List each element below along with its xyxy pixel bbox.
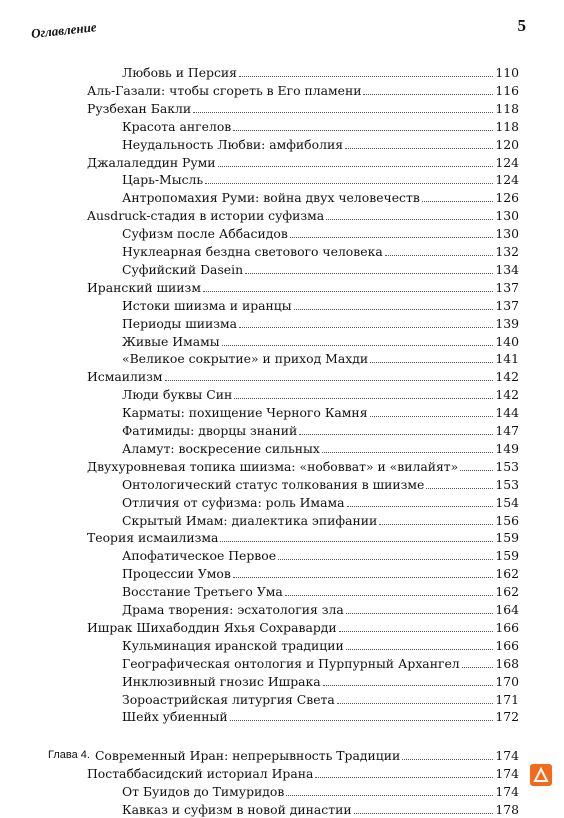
toc-entry-title: Аламут: воскресение сильных bbox=[122, 440, 320, 456]
dot-leader bbox=[205, 183, 493, 184]
toc-entry-title: Царь-Мысль bbox=[122, 172, 204, 188]
toc-entry[interactable] bbox=[122, 672, 519, 690]
toc-entry[interactable] bbox=[122, 242, 519, 260]
toc-entry-title: Скрытый Имам: диалектика эпифании bbox=[122, 512, 378, 528]
toc-entry[interactable] bbox=[87, 153, 519, 171]
toc-entry-page: 137 bbox=[495, 279, 519, 295]
toc-entry[interactable] bbox=[122, 349, 519, 367]
toc-entry-page: 164 bbox=[495, 602, 519, 617]
toc-entry-page: 156 bbox=[495, 512, 519, 528]
toc-entry[interactable] bbox=[122, 546, 519, 564]
toc-entry[interactable] bbox=[87, 764, 519, 782]
dot-leader bbox=[239, 327, 493, 328]
toc-entry[interactable] bbox=[48, 746, 519, 764]
toc-entry[interactable] bbox=[87, 206, 519, 224]
toc-entry-page: 132 bbox=[495, 244, 519, 259]
dot-leader bbox=[245, 273, 493, 274]
toc-entry-page: 172 bbox=[495, 709, 519, 725]
toc-entry-title: Зороастрийская литургия Света bbox=[122, 691, 335, 707]
toc-entry-page: 144 bbox=[495, 405, 519, 421]
toc-entry[interactable] bbox=[122, 636, 519, 654]
dot-leader bbox=[385, 255, 494, 256]
dot-leader bbox=[203, 291, 493, 292]
dot-leader bbox=[165, 380, 494, 381]
toc-entry-page: 153 bbox=[495, 458, 519, 474]
toc-entry-title: Инклюзивный гнозис Ишрака bbox=[122, 673, 321, 689]
dot-leader bbox=[278, 559, 493, 560]
toc-entry-page: 170 bbox=[495, 673, 519, 689]
dot-leader bbox=[354, 813, 494, 814]
dot-leader bbox=[323, 685, 494, 686]
toc-entry[interactable] bbox=[87, 81, 519, 99]
toc-entry-page: 134 bbox=[495, 261, 519, 277]
toc-entry[interactable] bbox=[122, 135, 519, 153]
toc-entry-title: Живые Имамы bbox=[122, 333, 220, 349]
dot-leader bbox=[299, 434, 493, 435]
dot-leader bbox=[233, 130, 493, 131]
toc-entry-title: Современный Иран: непрерывность Традиции bbox=[94, 748, 401, 764]
toc-entry-page: 159 bbox=[495, 548, 519, 564]
running-head: Оглавление bbox=[30, 19, 98, 42]
toc-entry[interactable] bbox=[87, 278, 519, 296]
toc-entry-page: 141 bbox=[495, 351, 519, 367]
toc-entry-title: Исмаилизм bbox=[87, 369, 163, 385]
toc-entry[interactable] bbox=[122, 511, 519, 529]
toc-entry[interactable] bbox=[87, 367, 519, 385]
toc-entry-title: Восстание Третьего Ума bbox=[122, 584, 283, 600]
dot-leader bbox=[315, 777, 493, 778]
dot-leader bbox=[239, 76, 493, 77]
toc-entry-page: 126 bbox=[495, 190, 519, 206]
toc-entry-title: Аль-Газали: чтобы сгореть в Его пламени bbox=[87, 82, 362, 98]
toc-entry-title: Антропомахия Руми: война двух человечеств bbox=[122, 190, 420, 206]
toc-entry-title: «Великое сокрытие» и приход Махди bbox=[122, 351, 369, 367]
dot-leader bbox=[326, 219, 493, 220]
toc-entry-title: Суфийский Dasein bbox=[122, 261, 244, 277]
toc-entry[interactable] bbox=[122, 188, 519, 206]
litres-logo-icon bbox=[530, 764, 552, 786]
toc-entry-title: Ausdruck-стадия в истории суфизма bbox=[87, 208, 325, 224]
toc-entry-page: 147 bbox=[495, 423, 519, 438]
toc-entry-title: Суфизм после Аббасидов bbox=[122, 226, 288, 242]
dot-leader bbox=[286, 795, 493, 796]
dot-leader bbox=[322, 452, 493, 453]
toc-entry-page: 149 bbox=[495, 440, 519, 456]
toc-entry[interactable] bbox=[122, 800, 519, 818]
toc-entry[interactable] bbox=[87, 457, 519, 475]
toc-entry[interactable] bbox=[122, 439, 519, 457]
toc-entry-page: 166 bbox=[495, 619, 519, 635]
toc-entry-page: 137 bbox=[495, 297, 519, 313]
toc-entry[interactable] bbox=[122, 332, 519, 350]
toc-entry-page: 120 bbox=[495, 136, 519, 152]
toc-entry-page: 124 bbox=[495, 154, 519, 170]
toc-entry-page: 139 bbox=[495, 315, 519, 331]
toc-entry-page: 153 bbox=[495, 476, 519, 492]
toc-entry-page: 140 bbox=[495, 333, 519, 349]
toc-entry-title: Отличия от суфизма: роль Имама bbox=[122, 494, 345, 510]
toc-entry[interactable] bbox=[122, 385, 519, 403]
toc-entry[interactable] bbox=[122, 475, 519, 493]
toc-entry-title: Красота ангелов bbox=[122, 118, 232, 134]
dot-leader bbox=[285, 595, 494, 596]
toc-entry[interactable] bbox=[122, 782, 519, 800]
page-number: 5 bbox=[517, 16, 526, 35]
toc-entry-title: Иранский шиизм bbox=[87, 279, 201, 295]
dot-leader bbox=[402, 759, 493, 760]
toc-entry-page: 174 bbox=[495, 784, 519, 800]
toc-entry-page: 166 bbox=[495, 637, 519, 653]
toc-entry[interactable] bbox=[122, 582, 519, 600]
dot-leader bbox=[233, 577, 493, 578]
toc-entry-page: 171 bbox=[495, 691, 519, 707]
toc-entry-page: 130 bbox=[495, 208, 519, 224]
toc-entry-page: 124 bbox=[495, 172, 519, 188]
toc-entry-page: 162 bbox=[495, 584, 519, 600]
dot-leader bbox=[346, 613, 494, 614]
toc-entry[interactable] bbox=[122, 260, 519, 278]
toc-entry-title: Рузбехан Бакли bbox=[87, 100, 192, 116]
toc-entry-title: Неудальность Любви: амфиболия bbox=[122, 136, 344, 152]
dot-leader bbox=[426, 488, 493, 489]
toc-entry-page: 162 bbox=[495, 566, 519, 582]
toc-entry-page: 142 bbox=[495, 387, 519, 403]
toc-entry-title: Кавказ и суфизм в новой династии bbox=[122, 802, 352, 817]
toc-entry-title: Нуклеарная бездна светового человека bbox=[122, 244, 383, 259]
dot-leader bbox=[339, 631, 494, 632]
toc-entry-title: Кульминация иранской традиции bbox=[122, 637, 344, 653]
page-header bbox=[0, 0, 564, 52]
toc-entry[interactable] bbox=[122, 224, 519, 242]
toc-entry-title: Джалаледдин Руми bbox=[87, 154, 216, 170]
toc-entry[interactable] bbox=[122, 690, 519, 708]
dot-leader bbox=[347, 506, 494, 507]
toc-entry[interactable] bbox=[87, 99, 519, 117]
dot-leader bbox=[193, 112, 493, 113]
dot-leader bbox=[337, 703, 494, 704]
toc-entry-page: 142 bbox=[495, 369, 519, 385]
toc-entry[interactable] bbox=[122, 421, 519, 439]
toc-entry-title: Карматы: похищение Черного Камня bbox=[122, 405, 368, 421]
dot-leader bbox=[230, 720, 494, 721]
toc-entry-title: Онтологический статус толкования в шиизме bbox=[122, 476, 425, 492]
toc-entry-page: 159 bbox=[495, 530, 519, 546]
dot-leader bbox=[422, 201, 494, 202]
toc-entry-page: 168 bbox=[495, 655, 519, 671]
dot-leader bbox=[370, 416, 494, 417]
toc-entry-page: 116 bbox=[495, 82, 519, 98]
toc-entry-title: Теория исмаилизма bbox=[87, 530, 219, 546]
toc-entry-page: 118 bbox=[495, 118, 519, 134]
toc-entry[interactable] bbox=[122, 403, 519, 421]
toc-entry[interactable] bbox=[87, 528, 519, 546]
toc-entry-page: 154 bbox=[495, 494, 519, 510]
toc-entry-title: Истоки шиизма и иранцы bbox=[122, 297, 292, 313]
toc-entry-page: 178 bbox=[495, 802, 519, 817]
toc-entry[interactable] bbox=[122, 296, 519, 314]
toc-entry-page: 110 bbox=[495, 65, 519, 80]
toc-entry[interactable] bbox=[122, 63, 519, 81]
toc-entry-title: Двухуровневая топика шиизма: «нобовват» и «вилайят» bbox=[87, 458, 459, 474]
dot-leader bbox=[220, 541, 493, 542]
toc-entry[interactable] bbox=[122, 654, 519, 672]
dot-leader bbox=[462, 667, 494, 668]
toc-entry-title: Постаббасидский историал Ирана bbox=[87, 766, 314, 782]
toc-entry[interactable] bbox=[122, 170, 519, 188]
toc-entry-title: Процессии Умов bbox=[122, 566, 231, 582]
dot-leader bbox=[370, 362, 493, 363]
dot-leader bbox=[345, 148, 493, 149]
toc-entry-title: Географическая онтология и Пурпурный Архангел bbox=[122, 655, 460, 671]
dot-leader bbox=[218, 166, 494, 167]
toc-entry-title: Фатимиды: дворцы знаний bbox=[122, 423, 298, 438]
toc-entry[interactable] bbox=[122, 707, 519, 725]
toc-entry[interactable] bbox=[122, 314, 519, 332]
toc-entry[interactable] bbox=[122, 600, 519, 618]
dot-leader bbox=[222, 345, 494, 346]
toc-entry-page: 174 bbox=[495, 766, 519, 782]
chapter-prefix: Глава 4. bbox=[48, 749, 90, 762]
toc-entry-page: 118 bbox=[495, 100, 519, 116]
toc-entry-title: Драма творения: эсхатология зла bbox=[122, 602, 344, 617]
dot-leader bbox=[346, 649, 494, 650]
toc-entry[interactable] bbox=[122, 493, 519, 511]
toc-entry[interactable] bbox=[87, 618, 519, 636]
dot-leader bbox=[294, 309, 494, 310]
dot-leader bbox=[234, 398, 493, 399]
toc-entry[interactable] bbox=[122, 117, 519, 135]
dot-leader bbox=[363, 94, 493, 95]
dot-leader bbox=[379, 524, 493, 525]
toc-entry-title: Люди буквы Син bbox=[122, 387, 233, 403]
dot-leader bbox=[290, 237, 494, 238]
toc-entry-page: 174 bbox=[495, 748, 519, 764]
toc-entry-title: Апофатическое Первое bbox=[122, 548, 277, 564]
toc-entry-title: Шейх убиенный bbox=[122, 709, 228, 725]
toc-entry[interactable] bbox=[122, 564, 519, 582]
toc-entry-title: Периоды шиизма bbox=[122, 315, 238, 331]
toc-entry-page: 130 bbox=[495, 226, 519, 242]
toc-entry-title: Ишрак Шихабоддин Яхья Сохраварди bbox=[87, 619, 337, 635]
dot-leader bbox=[460, 470, 493, 471]
toc-entry-title: От Буидов до Тимуридов bbox=[122, 784, 285, 800]
toc-entry-title: Любовь и Персия bbox=[122, 65, 237, 80]
